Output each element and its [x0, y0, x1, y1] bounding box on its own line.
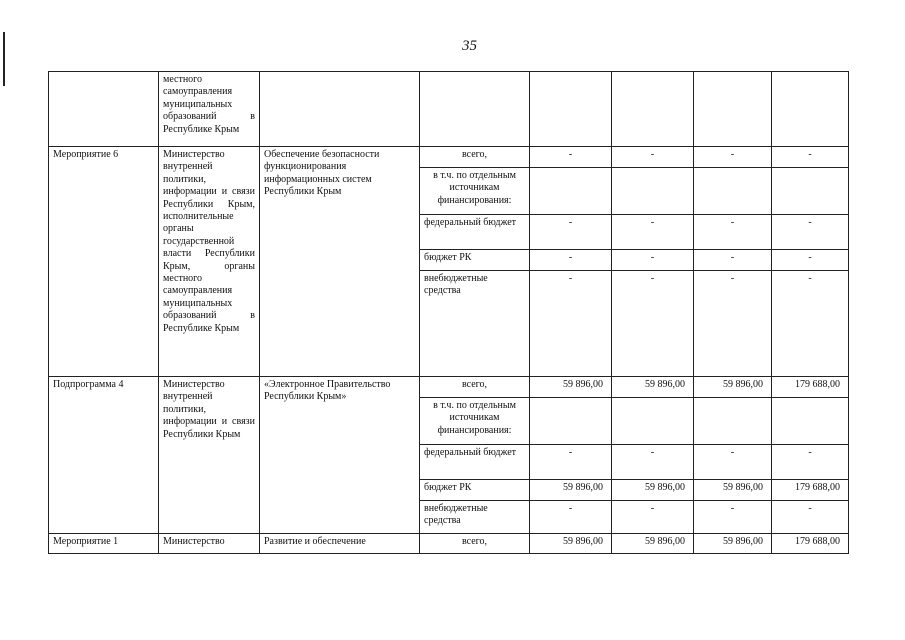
value-cell: - — [612, 271, 694, 377]
value-cell: 59 896,00 — [530, 534, 612, 554]
value-cell: - — [530, 215, 612, 250]
value-cell: 179 688,00 — [772, 480, 849, 501]
source-cell: внебюджетные средства — [420, 501, 530, 534]
value-cell — [772, 72, 849, 147]
value-cell: - — [772, 147, 849, 168]
source-cell: федеральный бюджет — [420, 215, 530, 250]
value-cell — [530, 72, 612, 147]
table-row — [49, 534, 849, 554]
source-cell: в т.ч. по отдельным источникам финансирования: — [420, 168, 530, 215]
item-executor: Министерство внутренней политики, информации и связи Республики Крым, исполнительные органы государственной власти Республики Крым, органы местного самоуправления муниципальных образований в Республике Крым — [159, 147, 260, 377]
value-cell: 59 896,00 — [694, 377, 772, 398]
item-title: Развитие и обеспечение — [260, 534, 420, 554]
table-row — [49, 72, 849, 147]
value-cell: - — [772, 271, 849, 377]
value-cell: - — [612, 445, 694, 480]
value-cell: 179 688,00 — [772, 377, 849, 398]
item-executor: Министерство — [159, 534, 260, 554]
value-cell: - — [612, 215, 694, 250]
source-cell: всего, — [420, 377, 530, 398]
value-cell — [530, 398, 612, 445]
source-cell: внебюджетные средства — [420, 271, 530, 377]
value-cell — [530, 168, 612, 215]
item-name: Подпрограмма 4 — [49, 377, 159, 534]
value-cell: - — [694, 501, 772, 534]
source-cell: всего, — [420, 147, 530, 168]
value-cell: 59 896,00 — [530, 377, 612, 398]
value-cell: - — [772, 250, 849, 271]
value-cell: - — [694, 271, 772, 377]
title-cell — [260, 72, 420, 147]
value-cell — [772, 168, 849, 215]
item-executor: Министерство внутренней политики, информации и связи Республики Крым — [159, 377, 260, 534]
value-cell: 59 896,00 — [694, 534, 772, 554]
table-row — [49, 377, 849, 398]
value-cell: 59 896,00 — [612, 534, 694, 554]
item-title: «Электронное Правительство Республики Крым» — [260, 377, 420, 534]
source-cell: федеральный бюджет — [420, 445, 530, 480]
executor-cell: местного самоуправления муниципальных образований в Республике Крым — [159, 72, 260, 147]
source-cell: всего, — [420, 534, 530, 554]
value-cell — [694, 398, 772, 445]
value-cell: - — [530, 271, 612, 377]
scan-margin-mark — [3, 32, 5, 86]
value-cell: 59 896,00 — [530, 480, 612, 501]
table-row — [49, 147, 849, 168]
value-cell: - — [694, 445, 772, 480]
value-cell: - — [772, 215, 849, 250]
value-cell: - — [612, 250, 694, 271]
source-cell: бюджет РК — [420, 480, 530, 501]
value-cell: - — [694, 215, 772, 250]
value-cell: - — [530, 445, 612, 480]
value-cell: - — [530, 501, 612, 534]
value-cell: - — [530, 147, 612, 168]
value-cell — [694, 72, 772, 147]
value-cell — [612, 398, 694, 445]
source-cell — [420, 72, 530, 147]
name-cell — [49, 72, 159, 147]
value-cell — [612, 72, 694, 147]
value-cell: - — [612, 501, 694, 534]
value-cell: - — [612, 147, 694, 168]
value-cell — [612, 168, 694, 215]
value-cell: 59 896,00 — [694, 480, 772, 501]
value-cell: - — [694, 250, 772, 271]
item-name: Мероприятие 1 — [49, 534, 159, 554]
value-cell: 59 896,00 — [612, 377, 694, 398]
source-cell: в т.ч. по отдельным источникам финансирования: — [420, 398, 530, 445]
value-cell — [772, 398, 849, 445]
page-number: 35 — [462, 38, 477, 54]
item-title: Обеспечение безопасности функционирования информационных систем Республики Крым — [260, 147, 420, 377]
value-cell — [694, 168, 772, 215]
source-cell: бюджет РК — [420, 250, 530, 271]
value-cell: - — [694, 147, 772, 168]
item-name: Мероприятие 6 — [49, 147, 159, 377]
budget-table — [48, 71, 849, 554]
value-cell: 59 896,00 — [612, 480, 694, 501]
value-cell: - — [772, 445, 849, 480]
value-cell: 179 688,00 — [772, 534, 849, 554]
value-cell: - — [772, 501, 849, 534]
value-cell: - — [530, 250, 612, 271]
